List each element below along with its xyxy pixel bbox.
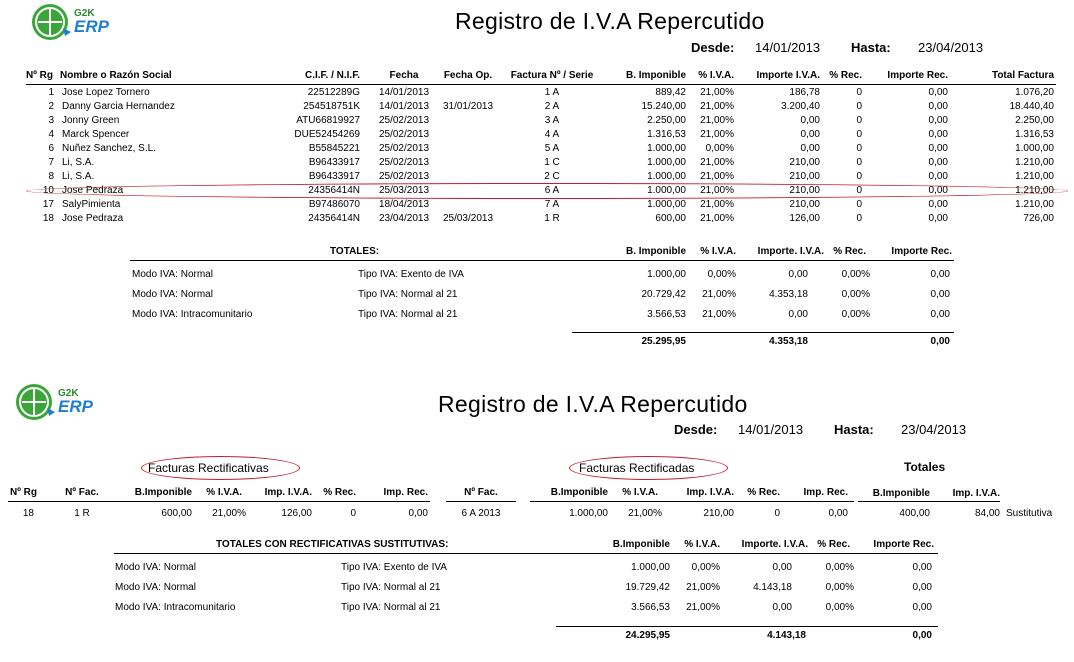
report-title: Registro de I.V.A Repercutido — [438, 391, 748, 417]
table-cell: 254518751K — [303, 101, 360, 112]
table-cell: 3 — [48, 115, 54, 126]
grand-total-base: 25.295,95 — [641, 336, 686, 347]
table-cell: 0 — [774, 508, 780, 519]
col-header: B.Imponible — [550, 487, 608, 498]
table-cell: 21,00% — [700, 129, 734, 140]
table-cell: 4 — [48, 129, 54, 140]
table-cell: 1.316,53 — [647, 129, 686, 140]
col-header: Imp. Rec. — [803, 487, 848, 498]
table-cell: 19.729,42 — [625, 582, 670, 593]
table-cell: Li, S.A. — [62, 157, 95, 168]
table-cell: 0 — [856, 115, 862, 126]
table-cell: 2 — [48, 101, 54, 112]
table-cell: 0,00 — [912, 562, 932, 573]
table-cell: 0,00 — [930, 309, 950, 320]
table-cell: 0,00 — [928, 213, 948, 224]
table-cell: 1.000,00 — [647, 143, 686, 154]
totals-heading: TOTALES: — [330, 246, 380, 257]
col-header: % Rec. — [829, 70, 862, 81]
table-cell: Jose Pedraza — [62, 213, 124, 224]
totals-col-header: Importe. I.V.A. — [741, 539, 808, 550]
table-cell: 24356414N — [308, 213, 360, 224]
table-cell: 1.000,00 — [647, 199, 686, 210]
col-header: Nombre o Razón Social — [60, 70, 172, 81]
totals-col-header: Importe Rec. — [873, 539, 934, 550]
table-cell: 210,00 — [703, 508, 734, 519]
table-cell: Tipo IVA: Normal al 21 — [341, 602, 441, 613]
table-cell: 1 R — [544, 213, 560, 224]
table-cell: Li, S.A. — [62, 171, 95, 182]
table-cell: Modo IVA: Intracomunitario — [115, 602, 236, 613]
table-cell: 726,00 — [1023, 213, 1054, 224]
table-cell: 0,00 — [800, 129, 820, 140]
table-cell: 600,00 — [655, 213, 686, 224]
table-cell: 1.076,20 — [1015, 87, 1054, 98]
table-cell: 4.353,18 — [769, 289, 808, 300]
table-cell: 0,00 — [912, 602, 932, 613]
table-cell: Jose Lopez Tornero — [62, 87, 150, 98]
table-cell: B97486070 — [308, 199, 360, 210]
col-header: Imp. Rec. — [383, 487, 428, 498]
table-cell: Jose Pedraza — [62, 185, 124, 196]
table-cell: 0,00 — [928, 143, 948, 154]
table-cell: 186,78 — [789, 87, 820, 98]
logo-text-erp: ERP — [58, 397, 93, 416]
grand-total-iva: 4.353,18 — [769, 336, 808, 347]
group-totales-label: Totales — [904, 460, 946, 474]
table-cell: 0,00% — [707, 269, 736, 280]
table-cell: 126,00 — [281, 508, 312, 519]
table-cell: Modo IVA: Intracomunitario — [132, 309, 253, 320]
highlight-oval-rectificadas — [569, 456, 728, 480]
globe-icon — [14, 382, 58, 426]
logo-text-g2k: G2K — [74, 8, 95, 19]
col-header: Importe Rec. — [887, 70, 948, 81]
table-cell: 0,00 — [928, 199, 948, 210]
table-cell: 0,00% — [691, 562, 720, 573]
table-cell: 21,00% — [700, 171, 734, 182]
table-cell: 21,00% — [702, 309, 736, 320]
table-cell: 7 A — [544, 199, 560, 210]
table-cell: 6 A 2013 — [461, 508, 501, 519]
desde-value: 14/01/2013 — [738, 422, 804, 437]
table-cell: 4 A — [544, 129, 560, 140]
table-cell: 2.250,00 — [1015, 115, 1054, 126]
table-cell: 0,00 — [912, 582, 932, 593]
table-cell: 0,00 — [800, 143, 820, 154]
col-header: Nº Rg — [26, 70, 53, 81]
table-cell: 1.000,00 — [647, 171, 686, 182]
table-cell: 0,00 — [928, 87, 948, 98]
col-header: Imp. I.V.A. — [264, 487, 312, 498]
table-cell: 1.316,53 — [1015, 129, 1054, 140]
table-cell: 3.200,40 — [781, 101, 820, 112]
hasta-value: 23/04/2013 — [901, 422, 967, 437]
table-cell: 210,00 — [789, 157, 820, 168]
table-cell: 0,00% — [841, 309, 870, 320]
header-rule — [530, 501, 854, 502]
table-cell: 20.729,42 — [641, 289, 686, 300]
table-cell: 889,42 — [655, 87, 686, 98]
table-cell: DUE52454269 — [294, 129, 360, 140]
col-header: C.I.F. / N.I.F. — [304, 70, 360, 81]
col-header: Nº Fac. — [464, 487, 498, 498]
table-cell: 17 — [42, 199, 54, 210]
table-cell: 0,00 — [772, 562, 792, 573]
table-cell: 1.000,00 — [647, 269, 686, 280]
table-cell: 1 A — [544, 87, 560, 98]
table-cell: 21,00% — [702, 289, 736, 300]
hasta-label: Hasta: — [851, 40, 891, 55]
company-logo — [14, 382, 104, 426]
header-rule — [26, 84, 1056, 85]
table-cell: 0 — [856, 129, 862, 140]
table-cell: 3.566,53 — [631, 602, 670, 613]
totals-header-rule — [130, 260, 954, 261]
grand-total-rule — [556, 626, 938, 627]
table-cell: 126,00 — [789, 213, 820, 224]
col-header: Fecha — [389, 70, 419, 81]
table-cell: 3.566,53 — [647, 309, 686, 320]
table-cell: 24356414N — [308, 185, 360, 196]
table-cell: 8 — [48, 171, 54, 182]
company-logo — [30, 2, 120, 46]
table-cell: 25/02/2013 — [378, 171, 430, 182]
grand-total-rec: 0,00 — [912, 630, 932, 641]
col-header: Factura Nº / Serie — [510, 70, 594, 81]
table-cell: Tipo IVA: Normal al 21 — [358, 309, 458, 320]
grand-total-iva: 4.143,18 — [767, 630, 806, 641]
table-cell: 3 A — [544, 115, 560, 126]
table-cell: 0,00 — [930, 269, 950, 280]
table-cell: 0 — [856, 213, 862, 224]
table-cell: 1 R — [74, 508, 90, 519]
highlight-oval-rectificativas — [141, 456, 300, 480]
logo-text-erp: ERP — [74, 17, 109, 36]
table-cell: 0,00 — [928, 129, 948, 140]
table-cell: 1.000,00 — [647, 157, 686, 168]
table-cell: 25/02/2013 — [378, 143, 430, 154]
table-cell: Modo IVA: Normal — [115, 582, 196, 593]
table-cell: 0 — [856, 143, 862, 154]
col-header: % Rec. — [747, 487, 780, 498]
table-cell: 0,00% — [825, 562, 854, 573]
table-cell: 0 — [350, 508, 356, 519]
table-cell: 22512289G — [307, 87, 360, 98]
table-cell: 0,00 — [788, 269, 808, 280]
table-cell: 21,00% — [700, 185, 734, 196]
table-cell: 21,00% — [700, 87, 734, 98]
table-cell: 600,00 — [161, 508, 192, 519]
hasta-value: 23/04/2013 — [918, 40, 984, 55]
col-header: Total Factura — [991, 70, 1054, 81]
table-cell: 0,00 — [930, 289, 950, 300]
header-rule — [858, 501, 1000, 502]
table-cell: 7 — [48, 157, 54, 168]
col-header: B.Imponible — [872, 488, 930, 499]
table-cell: 1.210,00 — [1015, 185, 1054, 196]
table-cell: 1.000,00 — [647, 185, 686, 196]
table-cell: 210,00 — [789, 199, 820, 210]
table-cell: ATU66819927 — [296, 115, 360, 126]
table-cell: 1.210,00 — [1015, 157, 1054, 168]
table-cell: 0 — [856, 157, 862, 168]
table-cell: 21,00% — [700, 157, 734, 168]
table-cell: 21,00% — [686, 582, 720, 593]
table-cell: B96433917 — [308, 157, 360, 168]
totals-col-header: Importe. I.V.A. — [757, 246, 824, 257]
table-cell: Nuñez Sanchez, S.L. — [62, 143, 156, 154]
table-cell: 0,00 — [928, 115, 948, 126]
table-cell: 21,00% — [700, 199, 734, 210]
highlight-oval-row-10 — [26, 183, 1068, 199]
table-cell: 0,00% — [841, 269, 870, 280]
table-cell: 21,00% — [700, 213, 734, 224]
totals-heading: TOTALES CON RECTIFICATIVAS SUSTITUTIVAS: — [216, 539, 449, 550]
table-cell: 0,00% — [825, 602, 854, 613]
header-rule — [446, 501, 516, 502]
totals-col-header: Importe Rec. — [891, 246, 952, 257]
table-cell: 0 — [856, 171, 862, 182]
table-cell: 14/01/2013 — [378, 87, 430, 98]
table-cell: 1.210,00 — [1015, 199, 1054, 210]
col-header: Imp. I.V.A. — [686, 487, 734, 498]
table-cell: SalyPimienta — [62, 199, 121, 210]
table-cell: 0,00% — [841, 289, 870, 300]
table-cell: 21,00% — [686, 602, 720, 613]
table-cell: Marck Spencer — [62, 129, 130, 140]
table-cell: 4.143,18 — [753, 582, 792, 593]
table-cell: 2 A — [544, 101, 560, 112]
totals-header-rule — [114, 553, 938, 554]
table-cell: Tipo IVA: Normal al 21 — [358, 289, 458, 300]
table-cell: 14/01/2013 — [378, 101, 430, 112]
col-header: % I.V.A. — [206, 487, 242, 498]
table-cell: 31/01/2013 — [442, 101, 494, 112]
grand-total-rec: 0,00 — [930, 336, 950, 347]
table-cell: 1.000,00 — [569, 508, 608, 519]
desde-label: Desde: — [674, 422, 718, 437]
desde-value: 14/01/2013 — [755, 40, 821, 55]
table-cell: B55845221 — [308, 143, 360, 154]
table-cell: 0,00 — [928, 157, 948, 168]
table-cell: Jonny Green — [62, 115, 120, 126]
col-header: B.Imponible — [134, 487, 192, 498]
table-cell: 0,00% — [825, 582, 854, 593]
table-cell: 6 A — [544, 185, 560, 196]
table-cell: 0,00 — [828, 508, 848, 519]
grand-total-base: 24.295,95 — [625, 630, 670, 641]
table-cell: 21,00% — [700, 101, 734, 112]
table-cell: 0,00 — [408, 508, 428, 519]
table-cell: 0,00 — [928, 171, 948, 182]
col-header: Imp. I.V.A. — [952, 488, 1000, 499]
table-cell: 2 C — [544, 171, 560, 182]
table-cell: 0,00 — [928, 185, 948, 196]
col-header: B. Imponible — [626, 70, 686, 81]
table-cell: 0 — [856, 101, 862, 112]
table-cell: 25/03/2013 — [442, 213, 494, 224]
table-cell: 0,00 — [928, 101, 948, 112]
table-cell: 1 — [48, 87, 54, 98]
table-cell: Tipo IVA: Normal al 21 — [341, 582, 441, 593]
table-cell: Sustitutiva — [1006, 508, 1053, 519]
table-cell: 25/03/2013 — [378, 185, 430, 196]
report-title: Registro de I.V.A Repercutido — [455, 8, 765, 34]
totals-col-header: % I.V.A. — [684, 539, 720, 550]
table-cell: 0 — [856, 87, 862, 98]
totals-col-header: B.Imponible — [612, 539, 670, 550]
col-header: % I.V.A. — [698, 70, 734, 81]
table-cell: 210,00 — [789, 171, 820, 182]
totals-col-header: B. Imponible — [626, 246, 686, 257]
table-cell: 21,00% — [700, 115, 734, 126]
col-header: % I.V.A. — [622, 487, 658, 498]
table-cell: 0 — [856, 185, 862, 196]
totals-col-header: % Rec. — [817, 539, 850, 550]
grand-total-rule — [572, 332, 954, 333]
col-header: Fecha Op. — [443, 70, 493, 81]
table-cell: 21,00% — [628, 508, 662, 519]
table-cell: Modo IVA: Normal — [115, 562, 196, 573]
table-cell: Danny Garcia Hernandez — [62, 101, 175, 112]
table-cell: 23/04/2013 — [378, 213, 430, 224]
table-cell: Modo IVA: Normal — [132, 289, 213, 300]
table-cell: 0,00 — [788, 309, 808, 320]
col-header: Importe I.V.A. — [756, 70, 820, 81]
table-cell: 2.250,00 — [647, 115, 686, 126]
table-cell: 25/02/2013 — [378, 115, 430, 126]
table-cell: Modo IVA: Normal — [132, 269, 213, 280]
table-cell: 21,00% — [212, 508, 246, 519]
col-header: Nº Rg — [10, 487, 37, 498]
table-cell: 5 A — [544, 143, 560, 154]
table-cell: 84,00 — [974, 508, 1000, 519]
table-cell: 18 — [42, 213, 54, 224]
table-cell: 18/04/2013 — [378, 199, 430, 210]
table-cell: 0,00% — [705, 143, 734, 154]
table-cell: 0,00 — [800, 115, 820, 126]
totals-col-header: % I.V.A. — [700, 246, 736, 257]
header-rule — [8, 501, 430, 502]
col-header: Nº Fac. — [65, 487, 99, 498]
table-cell: 1.000,00 — [631, 562, 670, 573]
table-cell: Tipo IVA: Exento de IVA — [341, 562, 447, 573]
col-header: % Rec. — [323, 487, 356, 498]
table-cell: 0,00 — [772, 602, 792, 613]
table-cell: 1 C — [544, 157, 560, 168]
group-rectificadas-label: Facturas Rectificadas — [579, 461, 695, 475]
desde-label: Desde: — [691, 40, 735, 55]
table-cell: 6 — [48, 143, 54, 154]
globe-icon — [30, 2, 74, 46]
table-cell: B96433917 — [308, 171, 360, 182]
table-cell: 210,00 — [789, 185, 820, 196]
table-cell: 25/02/2013 — [378, 157, 430, 168]
table-cell: Tipo IVA: Exento de IVA — [358, 269, 464, 280]
logo-text-g2k: G2K — [58, 388, 79, 399]
table-cell: 1.000,00 — [1015, 143, 1054, 154]
hasta-label: Hasta: — [834, 422, 874, 437]
table-cell: 25/02/2013 — [378, 129, 430, 140]
table-cell: 1.210,00 — [1015, 171, 1054, 182]
table-cell: 18.440,40 — [1009, 101, 1054, 112]
table-cell: 18 — [22, 508, 34, 519]
group-rectificativas-label: Facturas Rectificativas — [148, 461, 269, 475]
table-cell: 400,00 — [899, 508, 930, 519]
table-cell: 10 — [42, 185, 54, 196]
table-cell: 15.240,00 — [641, 101, 686, 112]
totals-col-header: % Rec. — [833, 246, 866, 257]
table-cell: 0 — [856, 199, 862, 210]
